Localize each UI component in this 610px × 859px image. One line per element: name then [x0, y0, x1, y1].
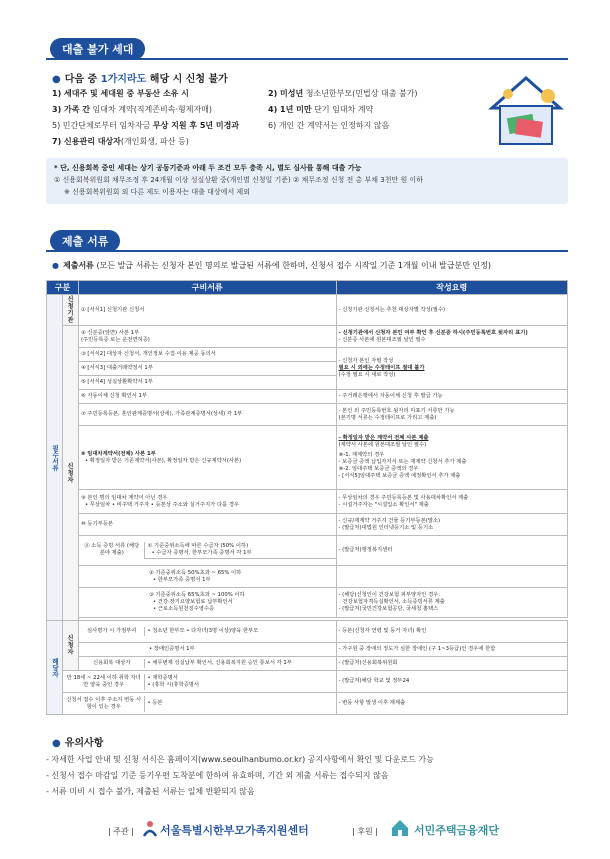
table-row: 신청서 접수 이후 주소지 변동 사항이 있는 경우 • 등본: [62, 693, 336, 715]
subcategory-applicant: 신청자: [62, 326, 78, 621]
house-money-icon: [486, 70, 566, 150]
table-row: - 확정일자 받은 계약서 전체 사본 제출 (계약서 사본에 원본대조필 날인 필수) ⑧-1. 재계약의 경우 - 보증금 증액 납입자지서 또는 재계약 신청서 추가 제출 ⑧-2. 임대주택 보증금 증액의 경우 - [서식5]임대주택 보증금 증액 예정확인서 추가 제출: [336, 426, 567, 490]
caution-item-3: - 서류 미비 시 접수 불가, 제출된 서류는 일체 반환되지 않음: [46, 787, 255, 796]
table-row: - 신규/재계약 거주지 건물 등기부등본(말소) - (발급처)대법원 인터넷등기소 및 등기소: [336, 514, 567, 536]
section-title-documents: 제출 서류: [50, 230, 120, 252]
table-row: - (발급처)행정복지센터: [336, 536, 567, 566]
table-row: - (발급처)신용회복위원회: [336, 657, 567, 671]
foundation-logo-icon: [390, 818, 410, 838]
table-row: 만 18세 ~ 22세 이하 취학 자녀만 양육 중인 경우 • 재학증명서 • (휴학 시)휴학증명서: [62, 671, 336, 693]
income-proof-row: [78, 536, 336, 566]
income-tier-2: ② 기준중위소득 50%초과 ~ 65% 이하 • 한부모가족 증명서 1부: [78, 566, 336, 588]
col-header-category: 구분: [47, 281, 79, 295]
table-row: 심사평가 시 가점부여 • 청소년 한부모 • 다자녀(3명 이상)양육 한부모: [78, 621, 336, 643]
table-row: - 본인 외 주민등록번호 뒷자리 미표기 서류만 가능 (본기명 서류는 수정테이프로 가리고 제출): [336, 404, 567, 426]
income-tier-1: ① 기준중위소득에 따른 수급자 (50% 이하) • 수급자 증명서, 한부모가족 증명서 각 1부: [145, 542, 336, 559]
ineligible-item-1: 1) 세대주 및 세대원 중 부동산 소유 시: [52, 89, 189, 98]
documents-heading: ● 제출서류 (모든 발급 서류는 신청자 본인 명의로 발급된 서류에 한하며, 신청서 접수 시작일 기준 1개월 이내 발급분만 인정): [52, 261, 492, 270]
table-row: - 신청자 본인 자필 작성 필요 시 외에는 수정테이프 절대 불가 (수정 필요 시 새로 작성): [336, 348, 567, 390]
note-line-3: ※ 신용회복위원회 외 다른 제도 이용자는 대출 대상에서 제외: [64, 188, 250, 196]
table-row: - 무상임차의 경우 주민등록등본 및 사용대차확인서 제출 - 시설거주자는 "시설입소 확인서" 제출: [336, 490, 567, 514]
table-row: • 장애인증명서 1부: [78, 643, 336, 657]
ineligible-item-2: 2) 미성년 청소년한부모(민법상 대출 불가): [268, 89, 418, 98]
ineligible-item-7: 7) 신용관리 대상자(개인회생, 파산 등): [52, 137, 189, 146]
section-divider: [46, 250, 568, 252]
host-label: | 주관 |: [108, 827, 134, 836]
note-line-2: ① 신용회복위원회 채무조정 후 24개월 이상 성실상환 중(개인별 신청일 기준) ② 채무조정 신청 전 총 부채 3천만 원 이하: [54, 176, 423, 184]
bullet-icon: ●: [52, 74, 61, 85]
subcategory-institution: 신청기관: [62, 295, 78, 326]
sponsor-label: | 후원 |: [352, 827, 378, 836]
table-row: 신용회복 대상자 • 채무변제 성실납부 확인서, 신용회복지원 승인 통보서 각 1부: [78, 657, 336, 671]
table-row: ⑩ 등기부등본: [78, 514, 336, 536]
table-row: ⑤ [서식4] 성실상환확약서 1부: [78, 376, 336, 390]
table-row: [336, 566, 567, 588]
table-row: ③ [서식2] 대상자 신청서, 개인정보 수집·이용 제공 동의서: [78, 348, 336, 362]
table-row: - 신청기관 신청서는 추천 대상자별 작성(필수): [336, 295, 567, 326]
col-header-documents: 구비서류: [78, 281, 336, 295]
footer: [0, 816, 610, 846]
ineligible-item-4: 4) 1년 미만 단기 임대차 계약: [268, 105, 374, 114]
section-divider: [46, 58, 568, 60]
table-row: ⑦ 주민등록등본, 혼인관계증명서(상세), 가족관계증명서(상세) 각 1부: [78, 404, 336, 426]
table-row: ④ [서식3] 대출거래약정서 1부: [78, 362, 336, 376]
income-tier-3: ③ 기준중위소득 65%초과 ~ 100% 이하 • 건강·장기요양보험료 납부확인서 • 근로소득원천징수영수증: [78, 588, 336, 618]
table-row: ⑧ 임대차계약서(전체) 사본 1부 • 확정일자 받은 기존계약서(사본), 확정일자 받은 신규계약서(사본): [78, 426, 336, 490]
section-title-ineligible: 대출 불가 세대: [50, 38, 145, 60]
caution-item-1: - 자세한 사업 안내 및 신청 서식은 홈페이지(www.seoulhanbumo.or.kr) 공지사항에서 확인 및 다운로드 가능: [46, 755, 434, 764]
note-line-1: * 단, 신용회복 중인 세대는 상기 공동기준과 아래 두 조건 모두 충족 시, 별도 심사를 통해 대출 가능: [54, 164, 362, 172]
ineligible-item-6: 6) 개인 간 계약서는 인정하지 않음: [268, 121, 390, 130]
table-row: - (해당)신청인이 건강보험 피부양자인 경우: 건강보험자격득실확인서, 소득증빙서류 제출 - (발급처)국민건강보험공단, 국세청 홈택스: [336, 588, 567, 618]
ineligible-item-3: 3) 가족 간 임대차 계약(직계존비속·형제자매): [52, 105, 213, 114]
ineligible-heading: ● 다음 중 1가지라도 해당 시 신청 불가: [52, 74, 228, 85]
bullet-icon: ●: [52, 261, 59, 270]
ineligible-item-5: 5) 민간단체로부터 임차자금 무상 지원 후 5년 미경과: [52, 121, 240, 130]
table-row: ② 신분증(앞면) 사본 1부 (주민등록증 또는 운전면허증): [78, 326, 336, 348]
table-row: ⑥ 자동이체 신청 확인서 1부: [78, 390, 336, 404]
caution-heading: ● 유의사항: [52, 738, 104, 749]
subcategory-applicant-2: 신청자: [62, 621, 78, 671]
sponsor-org: 서민주택금융재단: [414, 824, 500, 837]
category-applicable: 해당자: [47, 621, 63, 715]
documents-table: [46, 280, 568, 715]
caution-item-2: - 신청서 접수 마감일 기준 등기우편 도착분에 한하여 유효하며, 기간 외 제출 서류는 접수되지 않음: [46, 771, 389, 780]
category-required: 필수서류: [47, 295, 63, 621]
table-row: - 변동 사항 발생 이후 재제출: [336, 693, 567, 715]
table-row: - 주거래은행에서 자동이체 신청 후 발급 가능: [336, 390, 567, 404]
credit-recovery-note: [46, 158, 568, 204]
table-row: - 신청기관에서 신청자 본인 여부 확인 후 신분증 하시(주민등록번호 뒷자리 표기) - 신분증 사본에 원본대조필 날인 필수: [336, 326, 567, 348]
table-row: - (발급처)해당 학교 및 정부24: [336, 671, 567, 693]
table-row: ① [서식1] 신청기관 신청서: [78, 295, 336, 326]
table-row: ⑨ 본인 명의 임대차 계약이 아닌 경우 • 무상임차 • 비주택 거주자 • 등본상 주소와 실거주지가 다를 경우: [78, 490, 336, 514]
host-org: 서울특별시한부모가족지원센터: [160, 824, 309, 837]
col-header-instructions: 작성요령: [336, 281, 567, 295]
center-logo-icon: [142, 820, 158, 838]
table-row: - 등본(신청자 연령 및 동거 자녀) 확인: [336, 621, 567, 643]
table-row: - 가구원 중 장애의 정도가 심한 장애인 (구 1~3등급)인 경우에 한함: [336, 643, 567, 657]
bullet-icon: ●: [52, 738, 61, 749]
income-proof-label: ⑪ 소득 증빙 서류 (해당 분야 제출): [79, 542, 145, 559]
